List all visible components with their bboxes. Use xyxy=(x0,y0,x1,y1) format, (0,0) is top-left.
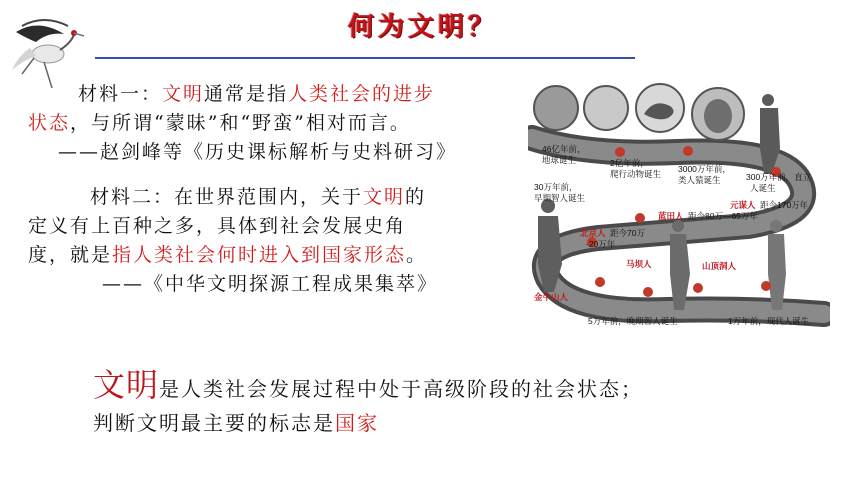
earth-icon xyxy=(534,86,578,130)
label-modern: 1万年前，现代人诞生 xyxy=(728,316,810,326)
conclusion-line1: 文明是人类社会发展过程中处于高级阶段的社会状态； xyxy=(93,366,644,404)
label-ape-2: 类人猿诞生 xyxy=(678,175,721,185)
human-evolution-timeline xyxy=(528,78,830,346)
page-title: 何为文明？ xyxy=(348,12,499,42)
label-lantian-age: 距今80万—65万年 xyxy=(688,211,758,221)
timeline-dot xyxy=(761,281,771,291)
label-early-sapiens-1: 30万年前， xyxy=(534,182,578,192)
material-two-line2: 定义有上百种之多，具体到社会发展史角 xyxy=(28,215,407,237)
timeline-dot xyxy=(615,147,625,157)
label-yuanmou: 元谋人 xyxy=(730,200,756,210)
material-one-source: ——赵剑峰等《历史课标解析与史料研习》 xyxy=(58,141,458,163)
label-earth-1: 46亿年前， xyxy=(542,144,586,154)
timeline-dot xyxy=(635,213,645,223)
conclusion-line2: 判断文明最主要的标志是国家 xyxy=(93,411,379,435)
fossil-icon xyxy=(584,86,628,130)
label-shandingdong: 山顶洞人 xyxy=(702,261,737,271)
label-peking-age-2: -20万年 xyxy=(586,239,616,249)
label-maba: 马坝人 xyxy=(626,259,652,269)
material-two-line1: 材料二：在世界范围内，关于文明的 xyxy=(90,186,427,208)
material-one-line2: 状态，与所谓“蒙昧”和“野蛮”相对而言。 xyxy=(28,112,411,134)
label-reptile-1: 2亿年前， xyxy=(610,158,649,168)
timeline-dot xyxy=(595,277,605,287)
label-late-sapiens: 5万年前，晚期智人诞生 xyxy=(588,316,678,326)
timeline-dot xyxy=(683,146,693,156)
label-ape-1: 3000万年前， xyxy=(678,164,731,174)
label-yuanmou-age: 距今170万年 xyxy=(760,200,809,210)
timeline-dot xyxy=(643,287,653,297)
material-two-line3: 度，就是指人类社会何时进入到国家形态。 xyxy=(28,244,428,266)
timeline-dot xyxy=(693,283,703,293)
label-earth-2: 地球诞生 xyxy=(542,155,577,165)
conclusion xyxy=(93,368,643,440)
material-one-line1: 材料一：文明通常是指人类社会的进步 xyxy=(78,83,436,105)
material-one xyxy=(28,80,538,167)
label-jinniushan: 金牛山人 xyxy=(534,292,569,302)
label-reptile-2: 爬行动物诞生 xyxy=(610,169,662,179)
label-peking: 北京人 xyxy=(580,228,606,238)
material-two xyxy=(28,183,538,299)
label-peking-age-1: 距今70万 xyxy=(610,228,645,238)
material-two-source: ——《中华文明探源工程成果集萃》 xyxy=(102,273,439,295)
label-upright-2: 人诞生 xyxy=(750,183,776,193)
title-underline xyxy=(95,57,635,59)
label-early-sapiens-2: 早期智人诞生 xyxy=(534,193,586,203)
label-lantian: 蓝田人 xyxy=(658,211,684,221)
label-upright-1: 300万年前，直立 xyxy=(746,172,812,182)
